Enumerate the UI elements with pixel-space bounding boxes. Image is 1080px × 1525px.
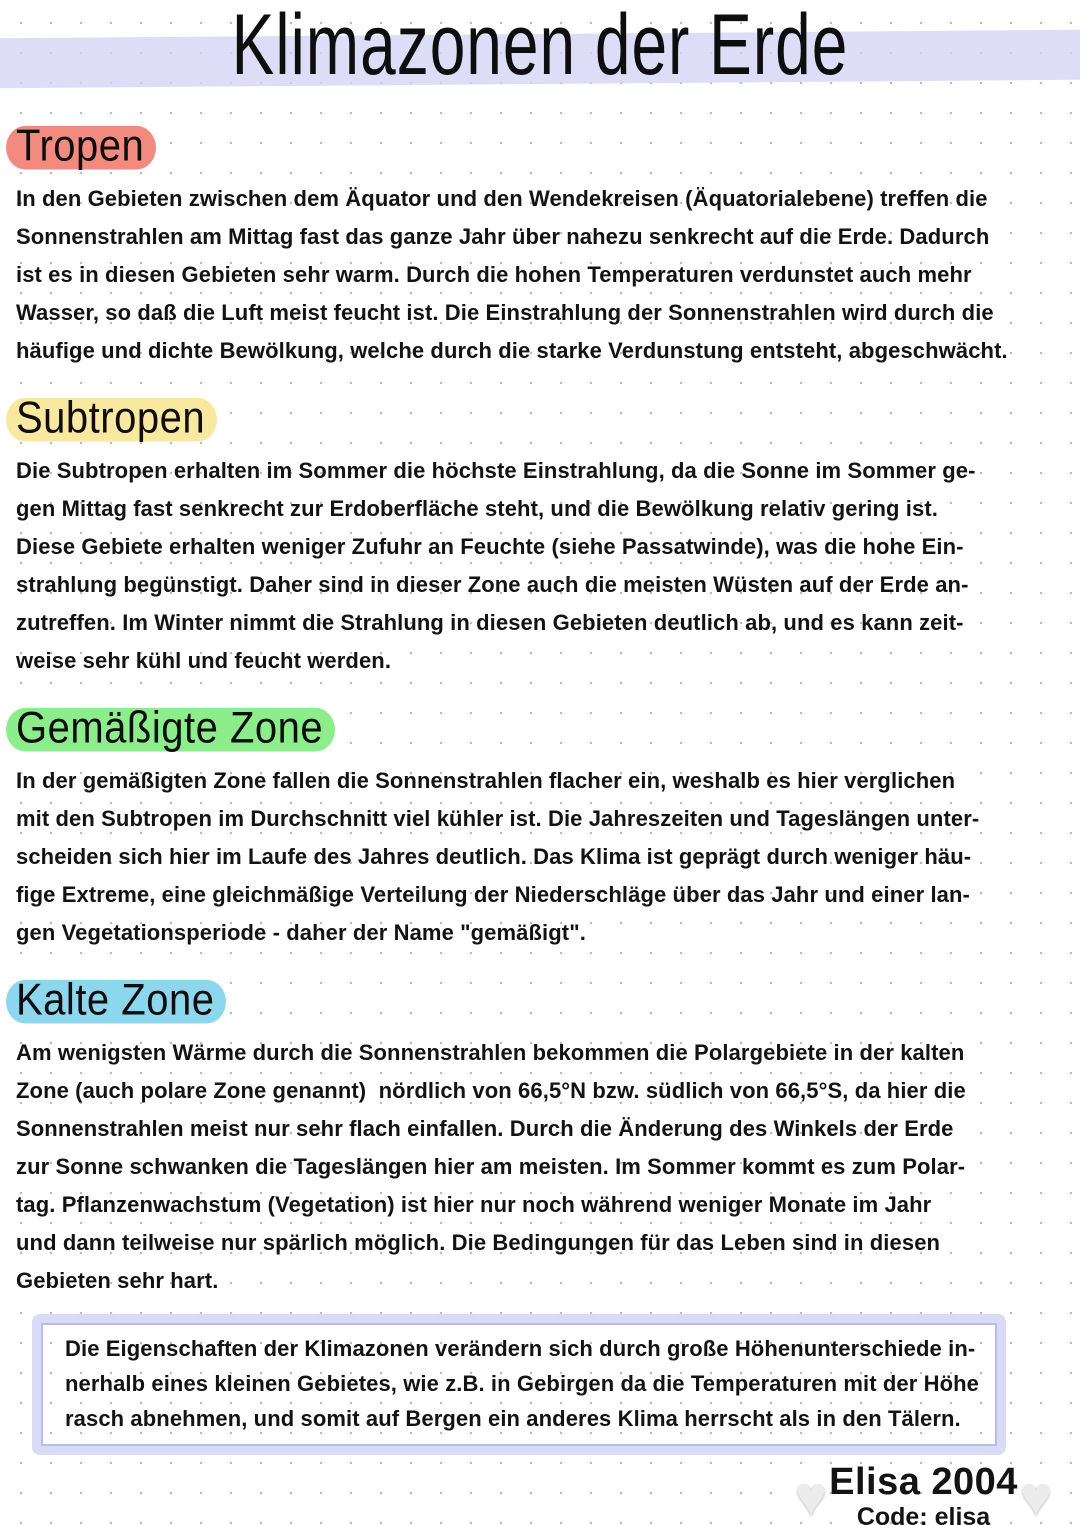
white-heart-icon: ♥: [1019, 1466, 1052, 1525]
section-heading-subtropen: [16, 389, 205, 447]
section-heading-kalte-zone: [16, 971, 214, 1029]
signature-name: Elisa 2004: [829, 1461, 1018, 1503]
sections: [16, 120, 1066, 1300]
section-heading-label: Subtropen: [16, 393, 206, 443]
text-line: Die Eigenschaften der Klimazonen verändern sich durch große Höhenunterschiede in-: [65, 1336, 976, 1361]
white-heart-icon: ♥: [795, 1466, 828, 1525]
text-line: gen Mittag fast senkrecht zur Erdoberfläche steht, und die Bewölkung relativ gering ist.: [16, 496, 938, 521]
text-line: In den Gebieten zwischen dem Äquator und den Wendekreisen (Äquatorialebene) treffen die: [16, 186, 988, 211]
text-line: Am wenigsten Wärme durch die Sonnenstrahlen bekommen die Polargebiete in der kalten: [16, 1040, 965, 1065]
signature-code: Code: elisa: [856, 1503, 991, 1525]
text-line: weise sehr kühl und feucht werden.: [16, 648, 392, 673]
paragraph: [16, 762, 1066, 952]
text-line: gen Vegetationsperiode - daher der Name "gemäßigt".: [16, 920, 586, 945]
note-box: [32, 1314, 1006, 1455]
section: [16, 974, 1066, 1300]
text-line: tag. Pflanzenwachstum (Vegetation) ist hier nur noch während weniger Monate im Jahr: [16, 1192, 932, 1217]
text-line: Gebieten sehr hart.: [16, 1268, 219, 1293]
section-heading-tropen: [16, 117, 144, 175]
text-line: fige Extreme, eine gleichmäßige Verteilung der Niederschläge über das Jahr und einer lan-: [16, 882, 970, 907]
paragraph: [16, 452, 1066, 680]
text-line: Sonnenstrahlen am Mittag fast das ganze Jahr über nahezu senkrecht auf die Erde. Dadurch: [16, 224, 990, 249]
text-line: rasch abnehmen, und somit auf Bergen ein anderes Klima herrscht als in den Tälern.: [65, 1406, 961, 1431]
text-line: Sonnenstrahlen meist nur sehr flach einfallen. Durch die Änderung des Winkels der Erde: [16, 1116, 954, 1141]
section-heading-label: Tropen: [16, 121, 145, 171]
section-heading-label: Gemäßigte Zone: [16, 703, 324, 753]
text-line: strahlung begünstigt. Daher sind in dieser Zone auch die meisten Wüsten auf der Erde an-: [16, 572, 969, 597]
signature: [16, 1461, 1066, 1525]
paragraph: [16, 180, 1066, 370]
section-heading-gem-igte-zone: [16, 699, 323, 757]
text-line: ist es in diesen Gebieten sehr warm. Durch die hohen Temperaturen verdunstet auch mehr: [16, 262, 972, 287]
paragraph: [16, 1034, 1066, 1300]
text-line: Zone (auch polare Zone genannt) nördlich von 66,5°N bzw. südlich von 66,5°S, da hier die: [16, 1078, 966, 1103]
section: [16, 392, 1066, 680]
text-line: Die Subtropen erhalten im Sommer die höchste Einstrahlung, da die Sonne im Sommer ge-: [16, 458, 976, 483]
page-title: Klimazonen der Erde: [231, 0, 849, 93]
text-line: zutreffen. Im Winter nimmt die Strahlung in diesen Gebieten deutlich ab, und es kann zeit-: [16, 610, 964, 635]
text-line: Wasser, so daß die Luft meist feucht ist. Die Einstrahlung der Sonnenstrahlen wird durch die: [16, 300, 994, 325]
section-heading-label: Kalte Zone: [16, 975, 215, 1025]
text-line: nerhalb eines kleinen Gebietes, wie z.B. in Gebirgen da die Temperaturen mit der Höhe: [65, 1371, 979, 1396]
signature-text: [829, 1461, 1018, 1525]
section: [16, 702, 1066, 952]
text-line: In der gemäßigten Zone fallen die Sonnenstrahlen flacher ein, weshalb es hier verglichen: [16, 768, 956, 793]
text-line: scheiden sich hier im Laufe des Jahres deutlich. Das Klima ist geprägt durch weniger häu-: [16, 844, 972, 869]
text-line: zur Sonne schwanken die Tageslängen hier am meisten. Im Sommer kommt es zum Polar-: [16, 1154, 966, 1179]
section: [16, 120, 1066, 370]
text-line: häufige und dichte Bewölkung, welche durch die starke Verdunstung entsteht, abgeschwächt.: [16, 338, 1008, 363]
text-line: mit den Subtropen im Durchschnitt viel kühler ist. Die Jahreszeiten und Tageslängen unter-: [16, 806, 980, 831]
text-line: und dann teilweise nur spärlich möglich. Die Bedingungen für das Leben sind in diesen: [16, 1230, 941, 1255]
text-line: Diese Gebiete erhalten weniger Zufuhr an Feuchte (siehe Passatwinde), was die hohe Ein-: [16, 534, 964, 559]
